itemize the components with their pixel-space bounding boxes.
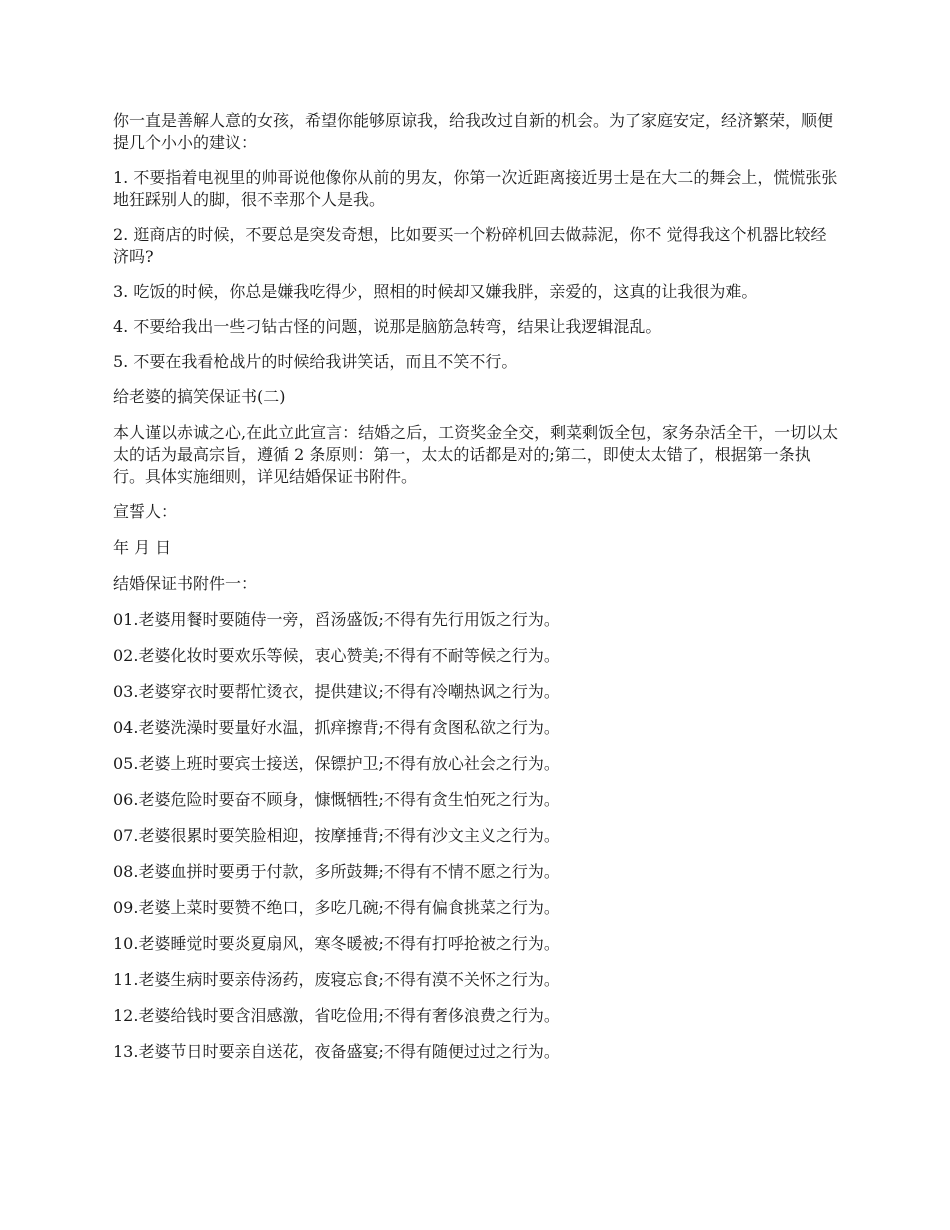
rule-item: 12.老婆给钱时要含泪感激，省吃俭用;不得有奢侈浪费之行为。: [113, 1006, 560, 1025]
suggestion-item: 1. 不要指着电视里的帅哥说他像你从前的男友，你第一次近距离接近男士是在大二的舞会上，慌慌张张地狂踩别人的脚，很不幸那个人是我。: [113, 168, 838, 209]
document-body: [113, 110, 841, 1077]
intro-paragraph: 你一直是善解人意的女孩，希望你能够原谅我，给我改过自新的机会。为了家庭安定，经济繁荣，顺便提几个小小的建议：: [113, 111, 834, 152]
rule-item: 01.老婆用餐时要随侍一旁，舀汤盛饭;不得有先行用饭之行为。: [113, 610, 560, 629]
rule-item: 09.老婆上菜时要赞不绝口，多吃几碗;不得有偏食挑菜之行为。: [113, 898, 560, 917]
rule-item: 13.老婆节日时要亲自送花，夜备盛宴;不得有随便过过之行为。: [113, 1042, 560, 1061]
date-label: 年 月 日: [113, 538, 172, 557]
suggestion-item: 2. 逛商店的时候，不要总是突发奇想，比如要买一个粉碎机回去做蒜泥，你不 觉得我这个机器比较经济吗?: [113, 225, 827, 266]
rule-item: 02.老婆化妆时要欢乐等候，衷心赞美;不得有不耐等候之行为。: [113, 646, 560, 665]
rule-item: 04.老婆洗澡时要量好水温，抓痒擦背;不得有贪图私欲之行为。: [113, 718, 560, 737]
rule-item: 10.老婆睡觉时要炎夏扇风，寒冬暖被;不得有打呼抢被之行为。: [113, 934, 560, 953]
rule-item: 11.老婆生病时要亲侍汤药，废寝忘食;不得有漠不关怀之行为。: [113, 970, 560, 989]
signer-label: 宣誓人：: [113, 502, 178, 521]
suggestion-item: 4. 不要给我出一些刁钻古怪的问题，说那是脑筋急转弯，结果让我逻辑混乱。: [113, 317, 662, 336]
appendix-title: 结婚保证书附件一：: [113, 574, 258, 593]
suggestion-item: 3. 吃饭的时候，你总是嫌我吃得少，照相的时候却又嫌我胖，亲爱的，这真的让我很为难。: [113, 282, 758, 301]
rule-item: 05.老婆上班时要宾士接送，保镖护卫;不得有放心社会之行为。: [113, 754, 560, 773]
declaration-paragraph: 本人谨以赤诚之心,在此立此宣言：结婚之后，工资奖金全交，剩菜剩饭全包，家务杂活全干，一切以太太的话为最高宗旨，遵循 2 条原则：第一，太太的话都是对的;第二，即使太太错了，根据第一条执行。具体实施细则，详见结婚保证书附件。: [113, 423, 839, 486]
rule-item: 03.老婆穿衣时要帮忙烫衣，提供建议;不得有冷嘲热讽之行为。: [113, 682, 560, 701]
rule-item: 07.老婆很累时要笑脸相迎，按摩捶背;不得有沙文主义之行为。: [113, 826, 560, 845]
rule-item: 06.老婆危险时要奋不顾身，慷慨牺牲;不得有贪生怕死之行为。: [113, 790, 560, 809]
section-title: 给老婆的搞笑保证书(二): [113, 387, 286, 406]
rule-item: 08.老婆血拼时要勇于付款，多所鼓舞;不得有不情不愿之行为。: [113, 862, 560, 881]
suggestion-item: 5. 不要在我看枪战片的时候给我讲笑话，而且不笑不行。: [113, 352, 518, 371]
